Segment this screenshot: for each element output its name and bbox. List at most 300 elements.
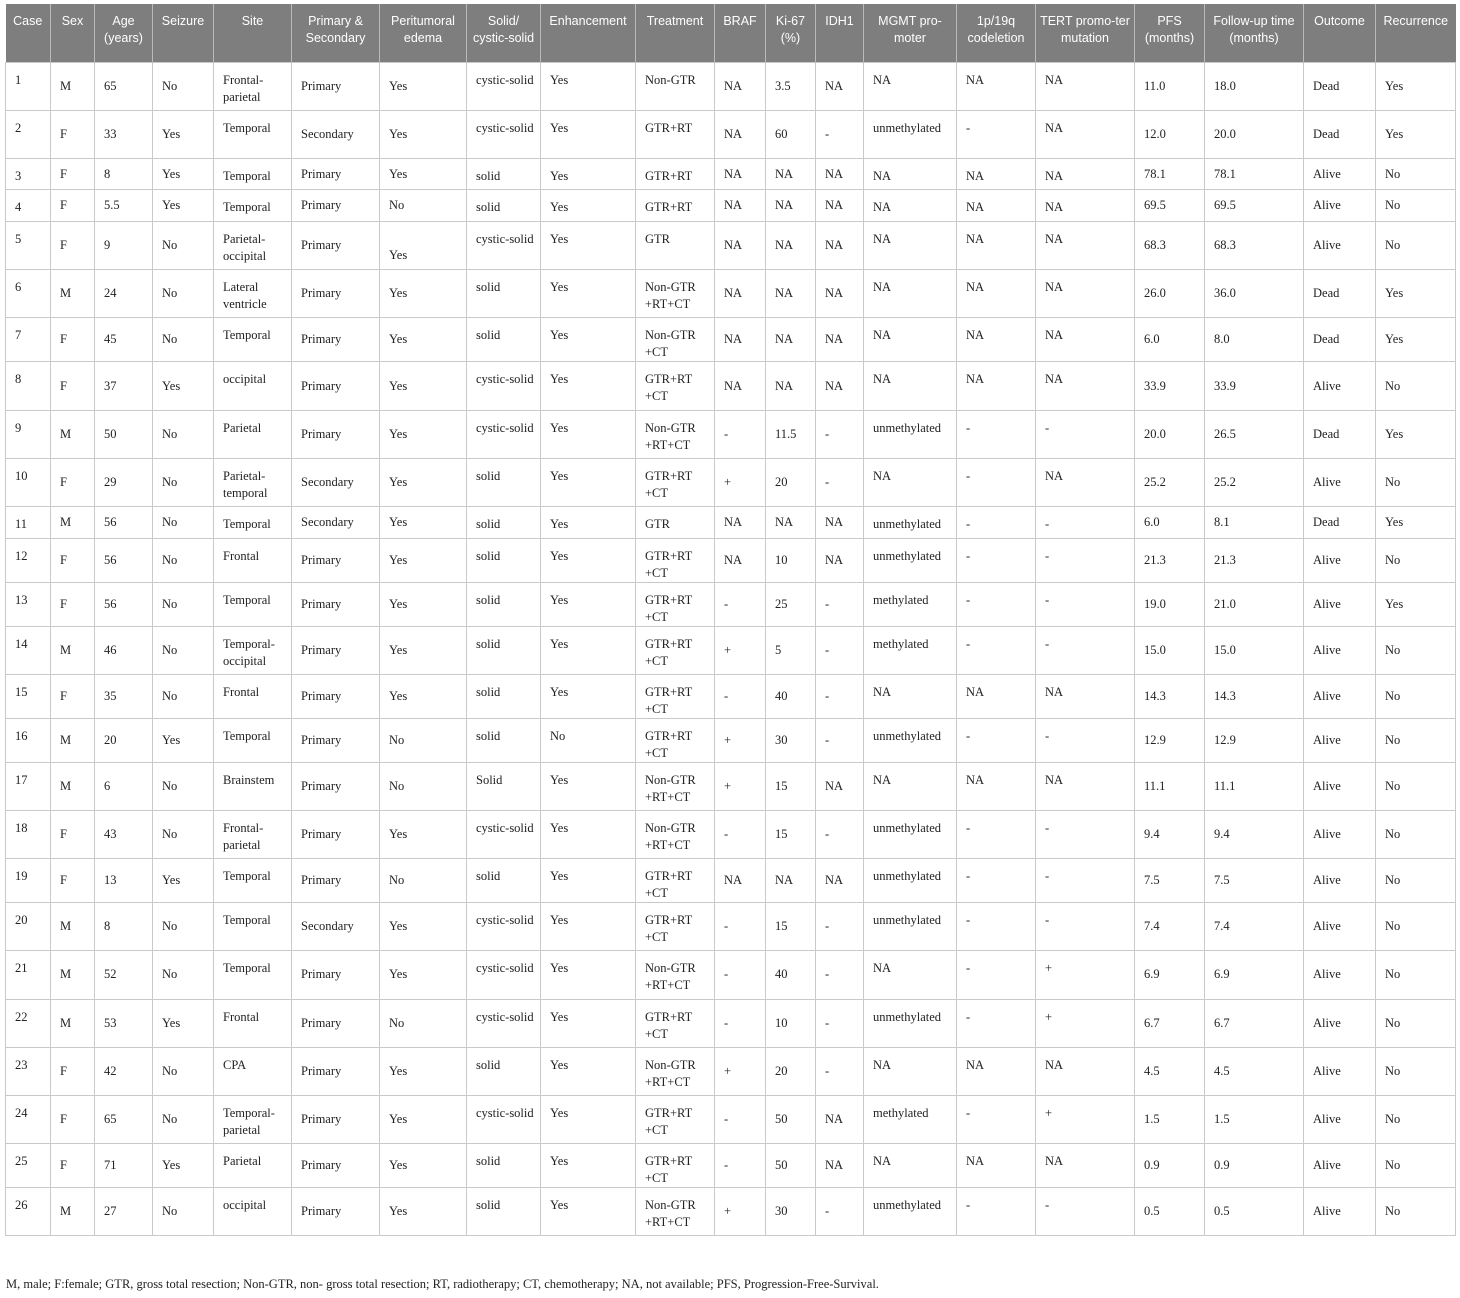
cell-ki67: 60 — [766, 110, 816, 158]
cell-sex: F — [51, 810, 95, 858]
cell-codeletion: - — [957, 951, 1036, 999]
cell-follow-up-time: 78.1 — [1205, 158, 1304, 190]
cell-treatment: GTR+RT — [636, 158, 715, 190]
cell-age: 43 — [95, 810, 153, 858]
cell-mgmt-promoter: methylated — [864, 1095, 957, 1143]
cell-pfs: 78.1 — [1135, 158, 1205, 190]
cell-mgmt-promoter: NA — [864, 1144, 957, 1188]
cell-treatment: GTR+RT +CT — [636, 903, 715, 951]
cell-mgmt-promoter: unmethylated — [864, 903, 957, 951]
cell-idh1: - — [816, 999, 864, 1047]
cell-braf: NA — [715, 318, 766, 362]
cell-idh1: NA — [816, 158, 864, 190]
cell-enhancement: Yes — [541, 810, 636, 858]
cell-ki67: 3.5 — [766, 62, 816, 110]
cell-treatment: Non-GTR — [636, 62, 715, 110]
cell-pfs: 11.0 — [1135, 62, 1205, 110]
cell-follow-up-time: 26.5 — [1205, 410, 1304, 458]
cell-case: 21 — [6, 951, 51, 999]
cell-case: 12 — [6, 538, 51, 582]
cell-braf: - — [715, 582, 766, 626]
cell-recurrence: No — [1376, 222, 1456, 270]
cell-codeletion: - — [957, 903, 1036, 951]
cell-braf: - — [715, 1144, 766, 1188]
cell-recurrence: No — [1376, 626, 1456, 674]
cell-braf: NA — [715, 222, 766, 270]
cell-enhancement: No — [541, 718, 636, 762]
cell-tert-mutation: - — [1036, 410, 1135, 458]
cell-age: 56 — [95, 538, 153, 582]
cell-solid-cystic: solid — [467, 718, 541, 762]
cell-seizure: No — [153, 270, 214, 318]
cell-braf: NA — [715, 62, 766, 110]
cell-enhancement: Yes — [541, 507, 636, 539]
cell-seizure: No — [153, 1047, 214, 1095]
cell-primary-secondary: Primary — [292, 1144, 380, 1188]
cell-case: 9 — [6, 410, 51, 458]
cell-mgmt-promoter: unmethylated — [864, 859, 957, 903]
cell-recurrence: No — [1376, 903, 1456, 951]
cell-braf: - — [715, 810, 766, 858]
cell-ki67: 50 — [766, 1144, 816, 1188]
cell-codeletion: - — [957, 582, 1036, 626]
cell-ki67: NA — [766, 859, 816, 903]
cell-ki67: 20 — [766, 458, 816, 506]
cell-age: 13 — [95, 859, 153, 903]
column-header: Case — [6, 4, 51, 62]
cell-age: 9 — [95, 222, 153, 270]
cell-seizure: No — [153, 62, 214, 110]
cell-case: 20 — [6, 903, 51, 951]
cell-idh1: NA — [816, 1144, 864, 1188]
cell-age: 65 — [95, 62, 153, 110]
cell-enhancement: Yes — [541, 410, 636, 458]
cell-idh1: - — [816, 626, 864, 674]
cell-codeletion: NA — [957, 362, 1036, 410]
cell-follow-up-time: 4.5 — [1205, 1047, 1304, 1095]
cell-primary-secondary: Secondary — [292, 458, 380, 506]
cell-seizure: No — [153, 222, 214, 270]
cell-pfs: 21.3 — [1135, 538, 1205, 582]
cell-peritumoral-edema: Yes — [380, 538, 467, 582]
cell-sex: M — [51, 507, 95, 539]
cell-site: Frontal-parietal — [214, 62, 292, 110]
cell-mgmt-promoter: unmethylated — [864, 110, 957, 158]
cell-sex: M — [51, 62, 95, 110]
table-row — [6, 999, 1456, 1047]
cell-enhancement: Yes — [541, 270, 636, 318]
cell-pfs: 14.3 — [1135, 674, 1205, 718]
cell-outcome: Alive — [1304, 538, 1376, 582]
column-header: Follow-up time (months) — [1205, 4, 1304, 62]
cell-enhancement: Yes — [541, 222, 636, 270]
cell-pfs: 33.9 — [1135, 362, 1205, 410]
cell-braf: + — [715, 626, 766, 674]
cell-follow-up-time: 33.9 — [1205, 362, 1304, 410]
cell-outcome: Alive — [1304, 718, 1376, 762]
cell-pfs: 69.5 — [1135, 190, 1205, 222]
cell-age: 45 — [95, 318, 153, 362]
cell-ki67: NA — [766, 507, 816, 539]
cell-enhancement: Yes — [541, 318, 636, 362]
cell-tert-mutation: NA — [1036, 1047, 1135, 1095]
column-header: Treatment — [636, 4, 715, 62]
cell-ki67: 40 — [766, 951, 816, 999]
cell-pfs: 12.0 — [1135, 110, 1205, 158]
cell-treatment: GTR+RT +CT — [636, 626, 715, 674]
cell-treatment: Non-GTR +RT+CT — [636, 1047, 715, 1095]
table-row — [6, 318, 1456, 362]
cell-outcome: Alive — [1304, 762, 1376, 810]
cell-outcome: Alive — [1304, 158, 1376, 190]
cell-mgmt-promoter: unmethylated — [864, 1188, 957, 1236]
column-header: PFS (months) — [1135, 4, 1205, 62]
cell-seizure: No — [153, 410, 214, 458]
cell-treatment: Non-GTR +RT+CT — [636, 762, 715, 810]
cell-braf: NA — [715, 158, 766, 190]
table-row — [6, 62, 1456, 110]
cell-outcome: Dead — [1304, 507, 1376, 539]
column-header: Site — [214, 4, 292, 62]
cell-idh1: - — [816, 410, 864, 458]
cell-solid-cystic: Solid — [467, 762, 541, 810]
table-header — [6, 4, 1456, 62]
cell-outcome: Alive — [1304, 1144, 1376, 1188]
table-row — [6, 270, 1456, 318]
cell-age: 46 — [95, 626, 153, 674]
cell-outcome: Dead — [1304, 270, 1376, 318]
cell-case: 7 — [6, 318, 51, 362]
cell-outcome: Alive — [1304, 859, 1376, 903]
cell-enhancement: Yes — [541, 903, 636, 951]
cell-peritumoral-edema: No — [380, 762, 467, 810]
cell-treatment: Non-GTR +RT+CT — [636, 810, 715, 858]
cell-age: 53 — [95, 999, 153, 1047]
cell-seizure: No — [153, 951, 214, 999]
cell-codeletion: - — [957, 110, 1036, 158]
cell-age: 29 — [95, 458, 153, 506]
cell-recurrence: No — [1376, 458, 1456, 506]
cell-pfs: 7.4 — [1135, 903, 1205, 951]
cell-solid-cystic: solid — [467, 538, 541, 582]
cell-codeletion: - — [957, 1095, 1036, 1143]
cell-sex: F — [51, 110, 95, 158]
cell-solid-cystic: cystic-solid — [467, 999, 541, 1047]
cell-treatment: GTR+RT +CT — [636, 1144, 715, 1188]
cell-enhancement: Yes — [541, 1188, 636, 1236]
cell-braf: - — [715, 903, 766, 951]
cell-peritumoral-edema: Yes — [380, 1095, 467, 1143]
cell-peritumoral-edema: Yes — [380, 110, 467, 158]
cell-peritumoral-edema: Yes — [380, 222, 467, 270]
column-header: Solid/ cystic-solid — [467, 4, 541, 62]
column-header: Primary & Secondary — [292, 4, 380, 62]
cell-tert-mutation: - — [1036, 626, 1135, 674]
cell-seizure: No — [153, 674, 214, 718]
cell-enhancement: Yes — [541, 158, 636, 190]
cell-recurrence: No — [1376, 859, 1456, 903]
cell-age: 6 — [95, 762, 153, 810]
cell-site: Temporal — [214, 859, 292, 903]
cell-pfs: 6.9 — [1135, 951, 1205, 999]
cell-ki67: NA — [766, 222, 816, 270]
cell-mgmt-promoter: unmethylated — [864, 999, 957, 1047]
cell-age: 5.5 — [95, 190, 153, 222]
cell-primary-secondary: Primary — [292, 222, 380, 270]
table-row — [6, 158, 1456, 190]
cell-follow-up-time: 69.5 — [1205, 190, 1304, 222]
cell-solid-cystic: solid — [467, 458, 541, 506]
cell-ki67: 15 — [766, 810, 816, 858]
cell-mgmt-promoter: NA — [864, 1047, 957, 1095]
cell-codeletion: NA — [957, 1144, 1036, 1188]
cell-case: 1 — [6, 62, 51, 110]
column-header: BRAF — [715, 4, 766, 62]
cell-sex: F — [51, 458, 95, 506]
cell-seizure: Yes — [153, 859, 214, 903]
table-row — [6, 222, 1456, 270]
cell-ki67: 15 — [766, 903, 816, 951]
cell-ki67: NA — [766, 158, 816, 190]
table-row — [6, 859, 1456, 903]
cell-case: 25 — [6, 1144, 51, 1188]
cell-primary-secondary: Primary — [292, 859, 380, 903]
cell-recurrence: No — [1376, 538, 1456, 582]
cell-peritumoral-edema: No — [380, 190, 467, 222]
cell-treatment: GTR+RT +CT — [636, 999, 715, 1047]
cell-primary-secondary: Primary — [292, 318, 380, 362]
cell-tert-mutation: - — [1036, 582, 1135, 626]
cell-primary-secondary: Primary — [292, 270, 380, 318]
cell-ki67: 5 — [766, 626, 816, 674]
table-row — [6, 507, 1456, 539]
cell-sex: M — [51, 951, 95, 999]
cell-seizure: No — [153, 626, 214, 674]
cell-pfs: 19.0 — [1135, 582, 1205, 626]
cell-sex: M — [51, 718, 95, 762]
cell-enhancement: Yes — [541, 951, 636, 999]
cell-recurrence: Yes — [1376, 62, 1456, 110]
column-header: Age (years) — [95, 4, 153, 62]
cell-codeletion: - — [957, 458, 1036, 506]
cell-follow-up-time: 11.1 — [1205, 762, 1304, 810]
cell-solid-cystic: cystic-solid — [467, 810, 541, 858]
cell-primary-secondary: Primary — [292, 626, 380, 674]
cell-recurrence: Yes — [1376, 507, 1456, 539]
cell-follow-up-time: 36.0 — [1205, 270, 1304, 318]
cell-peritumoral-edema: Yes — [380, 507, 467, 539]
cell-recurrence: No — [1376, 1144, 1456, 1188]
cell-treatment: GTR+RT +CT — [636, 458, 715, 506]
cell-seizure: No — [153, 762, 214, 810]
cell-enhancement: Yes — [541, 582, 636, 626]
cell-outcome: Alive — [1304, 458, 1376, 506]
cell-codeletion: NA — [957, 158, 1036, 190]
cell-primary-secondary: Primary — [292, 362, 380, 410]
cell-enhancement: Yes — [541, 110, 636, 158]
cell-age: 50 — [95, 410, 153, 458]
cell-follow-up-time: 7.4 — [1205, 903, 1304, 951]
cell-site: Lateral ventricle — [214, 270, 292, 318]
table-row — [6, 718, 1456, 762]
cell-solid-cystic: cystic-solid — [467, 110, 541, 158]
cell-enhancement: Yes — [541, 626, 636, 674]
cell-pfs: 68.3 — [1135, 222, 1205, 270]
cell-case: 8 — [6, 362, 51, 410]
cell-outcome: Dead — [1304, 410, 1376, 458]
cell-peritumoral-edema: No — [380, 999, 467, 1047]
cell-seizure: No — [153, 538, 214, 582]
cell-enhancement: Yes — [541, 1144, 636, 1188]
cell-pfs: 7.5 — [1135, 859, 1205, 903]
cell-tert-mutation: NA — [1036, 62, 1135, 110]
cell-recurrence: Yes — [1376, 410, 1456, 458]
cell-sex: F — [51, 1095, 95, 1143]
cell-codeletion: - — [957, 538, 1036, 582]
cell-enhancement: Yes — [541, 859, 636, 903]
cell-peritumoral-edema: No — [380, 859, 467, 903]
column-header: Sex — [51, 4, 95, 62]
cell-primary-secondary: Primary — [292, 951, 380, 999]
cell-idh1: NA — [816, 1095, 864, 1143]
cell-tert-mutation: + — [1036, 1095, 1135, 1143]
cell-solid-cystic: solid — [467, 626, 541, 674]
cell-site: Frontal — [214, 999, 292, 1047]
cell-solid-cystic: cystic-solid — [467, 62, 541, 110]
cell-primary-secondary: Primary — [292, 158, 380, 190]
cell-braf: - — [715, 999, 766, 1047]
cell-site: Frontal — [214, 538, 292, 582]
cell-seizure: No — [153, 1095, 214, 1143]
cell-case: 22 — [6, 999, 51, 1047]
cell-sex: F — [51, 158, 95, 190]
cell-primary-secondary: Primary — [292, 999, 380, 1047]
table-row — [6, 626, 1456, 674]
column-header: Peritumoral edema — [380, 4, 467, 62]
column-header: Outcome — [1304, 4, 1376, 62]
cell-treatment: Non-GTR +RT+CT — [636, 410, 715, 458]
cell-age: 42 — [95, 1047, 153, 1095]
cell-mgmt-promoter: NA — [864, 951, 957, 999]
cell-site: Temporal — [214, 951, 292, 999]
cell-recurrence: Yes — [1376, 318, 1456, 362]
cell-mgmt-promoter: NA — [864, 762, 957, 810]
cell-peritumoral-edema: Yes — [380, 62, 467, 110]
table-row — [6, 1144, 1456, 1188]
cell-age: 35 — [95, 674, 153, 718]
cell-case: 4 — [6, 190, 51, 222]
cell-mgmt-promoter: NA — [864, 318, 957, 362]
cell-mgmt-promoter: NA — [864, 222, 957, 270]
cell-solid-cystic: cystic-solid — [467, 362, 541, 410]
cell-idh1: - — [816, 458, 864, 506]
cell-mgmt-promoter: NA — [864, 458, 957, 506]
table-row — [6, 810, 1456, 858]
cell-ki67: NA — [766, 318, 816, 362]
cell-site: occipital — [214, 362, 292, 410]
cell-enhancement: Yes — [541, 458, 636, 506]
cell-peritumoral-edema: Yes — [380, 674, 467, 718]
cell-site: Parietal-temporal — [214, 458, 292, 506]
cell-case: 16 — [6, 718, 51, 762]
table-row — [6, 458, 1456, 506]
cell-codeletion: NA — [957, 190, 1036, 222]
cell-age: 20 — [95, 718, 153, 762]
cell-site: Temporal — [214, 718, 292, 762]
cell-mgmt-promoter: methylated — [864, 626, 957, 674]
cell-solid-cystic: cystic-solid — [467, 410, 541, 458]
cell-braf: + — [715, 718, 766, 762]
cell-tert-mutation: NA — [1036, 762, 1135, 810]
cell-site: Frontal-parietal — [214, 810, 292, 858]
cell-pfs: 0.9 — [1135, 1144, 1205, 1188]
cell-solid-cystic: cystic-solid — [467, 951, 541, 999]
cell-primary-secondary: Primary — [292, 810, 380, 858]
cell-mgmt-promoter: unmethylated — [864, 538, 957, 582]
cell-seizure: No — [153, 903, 214, 951]
cell-treatment: Non-GTR +RT+CT — [636, 270, 715, 318]
cell-codeletion: - — [957, 810, 1036, 858]
cell-follow-up-time: 8.1 — [1205, 507, 1304, 539]
cell-idh1: NA — [816, 859, 864, 903]
cell-braf: - — [715, 951, 766, 999]
cell-follow-up-time: 14.3 — [1205, 674, 1304, 718]
cell-follow-up-time: 25.2 — [1205, 458, 1304, 506]
cell-recurrence: Yes — [1376, 110, 1456, 158]
cell-follow-up-time: 68.3 — [1205, 222, 1304, 270]
cell-ki67: 10 — [766, 538, 816, 582]
cell-codeletion: NA — [957, 762, 1036, 810]
cell-treatment: GTR — [636, 507, 715, 539]
cell-case: 19 — [6, 859, 51, 903]
cell-case: 18 — [6, 810, 51, 858]
cell-ki67: NA — [766, 270, 816, 318]
cell-mgmt-promoter: NA — [864, 674, 957, 718]
cell-site: Temporal — [214, 582, 292, 626]
cell-site: Frontal — [214, 674, 292, 718]
cell-recurrence: No — [1376, 190, 1456, 222]
cell-treatment: GTR+RT — [636, 190, 715, 222]
cell-age: 52 — [95, 951, 153, 999]
cell-treatment: Non-GTR +CT — [636, 318, 715, 362]
cell-tert-mutation: - — [1036, 507, 1135, 539]
cell-outcome: Alive — [1304, 626, 1376, 674]
cell-ki67: NA — [766, 190, 816, 222]
cell-tert-mutation: NA — [1036, 110, 1135, 158]
cell-treatment: GTR+RT +CT — [636, 674, 715, 718]
cell-tert-mutation: - — [1036, 1188, 1135, 1236]
cell-pfs: 26.0 — [1135, 270, 1205, 318]
cell-outcome: Alive — [1304, 222, 1376, 270]
table-body — [6, 62, 1456, 1236]
cell-braf: NA — [715, 110, 766, 158]
cell-peritumoral-edema: Yes — [380, 903, 467, 951]
cell-tert-mutation: - — [1036, 903, 1135, 951]
cell-primary-secondary: Primary — [292, 1095, 380, 1143]
cell-seizure: Yes — [153, 999, 214, 1047]
cell-tert-mutation: + — [1036, 999, 1135, 1047]
cell-solid-cystic: solid — [467, 859, 541, 903]
cell-solid-cystic: solid — [467, 318, 541, 362]
cell-sex: F — [51, 190, 95, 222]
cell-seizure: No — [153, 582, 214, 626]
cell-sex: M — [51, 270, 95, 318]
cell-sex: M — [51, 999, 95, 1047]
cell-sex: M — [51, 762, 95, 810]
cell-primary-secondary: Primary — [292, 674, 380, 718]
cell-peritumoral-edema: Yes — [380, 810, 467, 858]
column-header: IDH1 — [816, 4, 864, 62]
